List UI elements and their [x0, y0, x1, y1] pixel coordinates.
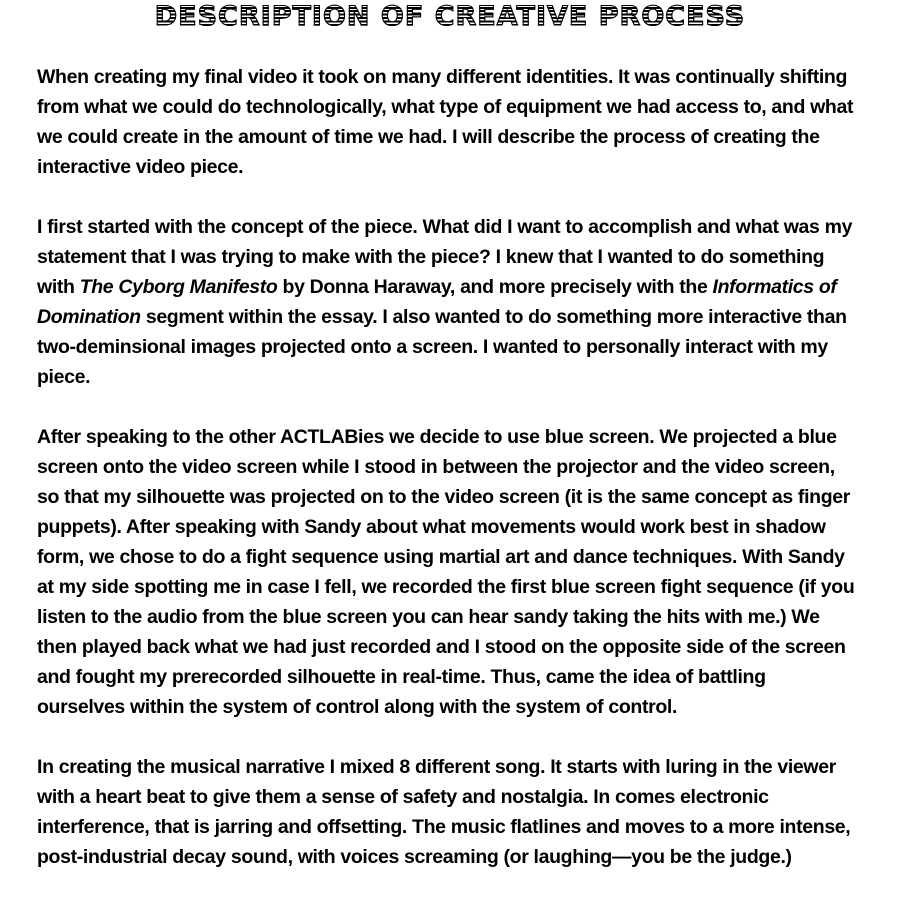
paragraph-concept: [37, 212, 857, 392]
document-body: [37, 62, 857, 872]
segment-title: Informatics of Domination: [37, 276, 837, 328]
paragraph-intro: When creating my final video it took on many different identities. It was continually shifting from what we could do technologically, what type of equipment we had access to, and what we could create in the amount of time we had. I will describe the process of creating the interactive video piece.: [37, 66, 854, 178]
paragraph-concept-text-1: I first started with the concept of the piece. What did I want to accomplish and what was my statement that I was trying to make with the piece? I knew that I wanted to do something with: [37, 216, 853, 298]
paragraph-concept-text-2: by Donna Haraway, and more precisely with the: [277, 276, 713, 298]
book-title: The Cyborg Manifesto: [79, 276, 278, 298]
page-title: DESCRIPTION OF CREATIVE PROCESS: [0, 0, 900, 34]
paragraph-music: In creating the musical narrative I mixed 8 different song. It starts with luring in the viewer with a heart beat to give them a sense of safety and nostalgia. In comes electronic interference, that is jarring and offsetting. The music flatlines and moves to a more intense, post-industrial decay sound, with voices screaming (or laughing—you be the judge.): [37, 756, 851, 868]
paragraph-concept-text-3: segment within the essay. I also wanted to do something more interactive than two-deminsional images projected onto a screen. I wanted to personally interact with my piece.: [37, 306, 847, 388]
paragraph-blue-screen: After speaking to the other ACTLABies we decide to use blue screen. We projected a blue screen onto the video screen while I stood in between the projector and the video screen, so that my silhouette was projected on to the video screen (it is the same concept as finger puppets). After speaking with Sandy about what movements would work best in shadow form, we chose to do a fight sequence using martial art and dance techniques. With Sandy at my side spotting me in case I fell, we recorded the first blue screen fight sequence (if you listen to the audio from the blue screen you can hear sandy taking the hits with me.) We then played back what we had just recorded and I stood on the opposite side of the screen and fought my prerecorded silhouette in real-time. Thus, came the idea of battling ourselves within the system of control along with the system of control.: [37, 426, 855, 718]
